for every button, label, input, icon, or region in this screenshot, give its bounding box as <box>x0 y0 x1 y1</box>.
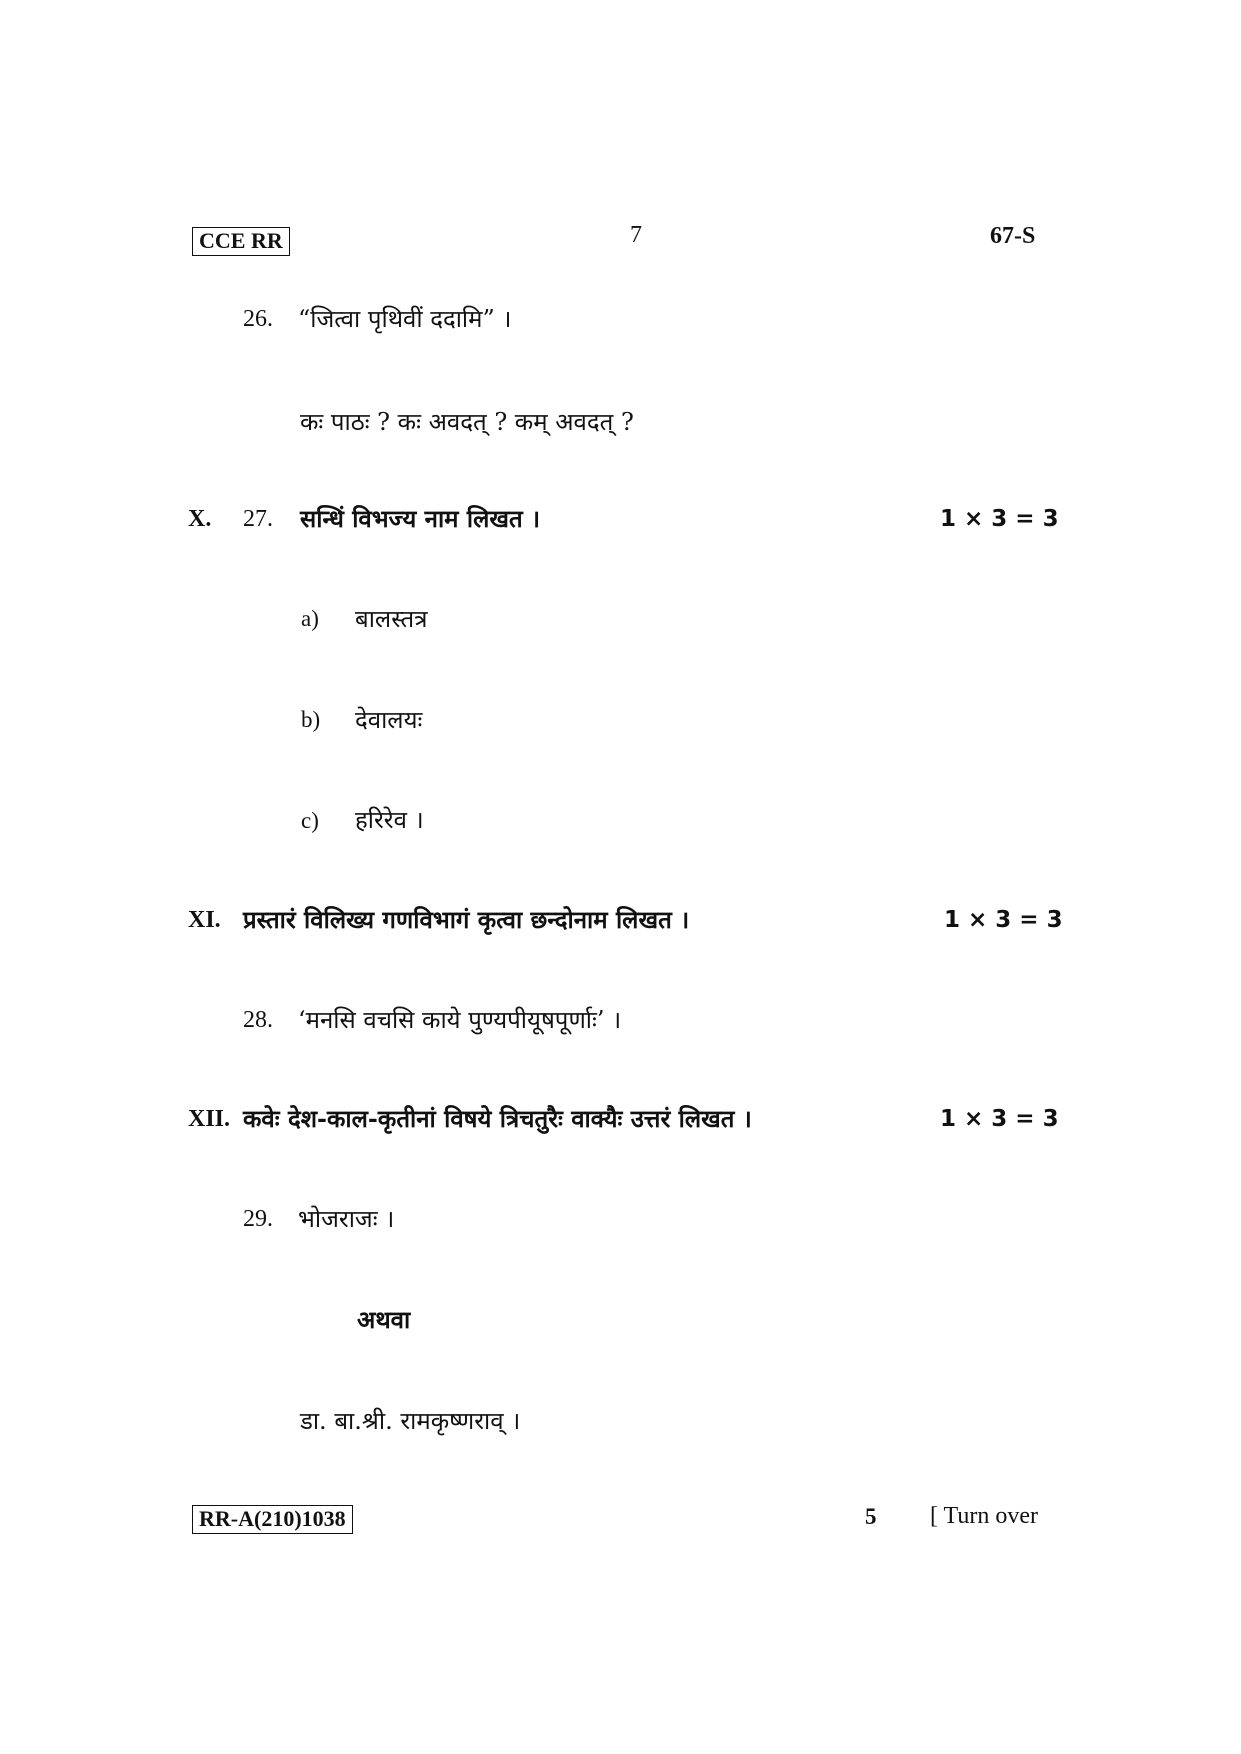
section-xi-title: प्रस्तारं विलिख्य गणविभागं कृत्वा छन्दोनाम लिखत । <box>243 905 690 934</box>
section-xi-marks: 1 × 3 = 3 <box>944 907 1063 933</box>
footer-number: 5 <box>865 1504 877 1529</box>
option-c-label: c) <box>301 808 319 833</box>
section-x-marks: 1 × 3 = 3 <box>940 506 1059 532</box>
question-number-26: 26. <box>243 306 273 332</box>
alternative-answer-text: डा. बा.श्री. रामकृष्णराव् । <box>300 1407 521 1435</box>
paper-code: 67-S <box>990 223 1036 249</box>
section-x-title: सन्धिं विभज्य नाम लिखत । <box>300 504 541 533</box>
or-label: अथवा <box>357 1305 411 1334</box>
question-26-text: “जित्वा पृथिवीं ददामि” । <box>298 305 512 333</box>
question-number-27: 27. <box>243 506 273 532</box>
section-xi-label: XI. <box>188 907 221 933</box>
option-a-text: बालस्तत्र <box>355 605 428 633</box>
question-number-28: 28. <box>243 1007 273 1033</box>
option-a-label: a) <box>301 606 319 631</box>
section-xii-marks: 1 × 3 = 3 <box>940 1106 1059 1132</box>
option-b-label: b) <box>301 707 321 732</box>
page-number: 7 <box>630 222 642 248</box>
section-xii-title: कवेः देश-काल-कृतीनां विषये त्रिचतुरैः वाक्यैः उत्तरं लिखत । <box>243 1104 752 1133</box>
question-29-text: भोजराजः । <box>298 1205 395 1233</box>
section-xii-label: XII. <box>188 1106 231 1132</box>
question-number-29: 29. <box>243 1206 273 1232</box>
header-code-box: CCE RR <box>192 227 290 256</box>
question-28-text: ‘मनसि वचसि काये पुण्यपीयूषपूर्णाः’ । <box>298 1006 622 1034</box>
option-c-text: हरिरेव । <box>355 806 424 834</box>
question-26-subtext: कः पाठः ? कः अवदत् ? कम् अवदत् ? <box>300 408 634 436</box>
footer-code-box: RR-A(210)1038 <box>192 1505 353 1534</box>
option-b-text: देवालयः <box>355 706 423 734</box>
turn-over-label: [ Turn over <box>930 1503 1039 1529</box>
section-x-label: X. <box>188 506 212 532</box>
